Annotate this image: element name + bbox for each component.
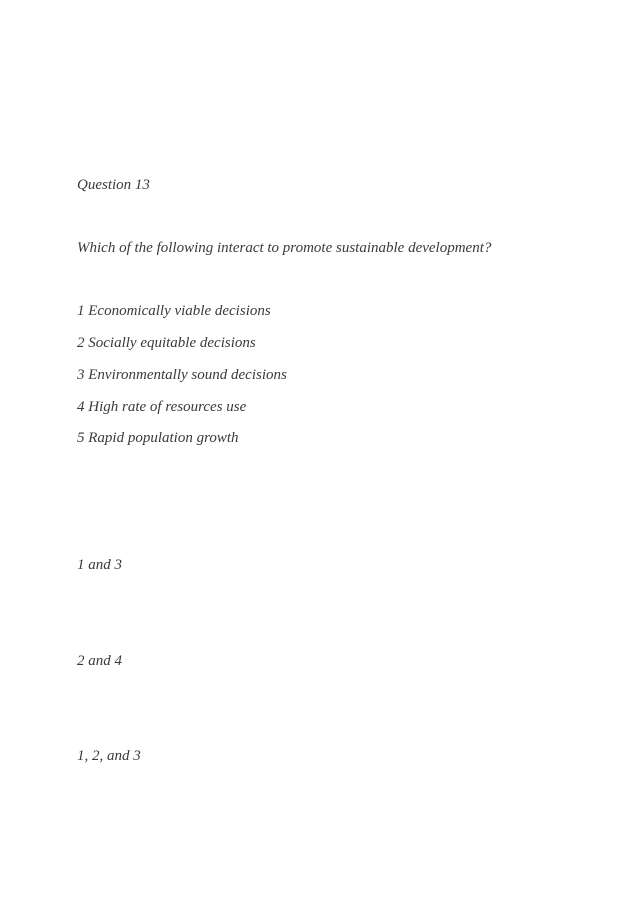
statement-item: 1 Economically viable decisions — [77, 303, 271, 319]
statement-item: 2 Socially equitable decisions — [77, 335, 256, 351]
question-prompt: Which of the following interact to promote sustainable development? — [77, 240, 492, 256]
question-title: Question 13 — [77, 177, 150, 193]
statement-item: 5 Rapid population growth — [77, 430, 239, 446]
answer-choice: 2 and 4 — [77, 653, 122, 669]
statement-item: 4 High rate of resources use — [77, 399, 247, 415]
statement-item: 3 Environmentally sound decisions — [77, 367, 287, 383]
answer-choice: 1 and 3 — [77, 557, 122, 573]
answer-choice: 1, 2, and 3 — [77, 748, 141, 764]
